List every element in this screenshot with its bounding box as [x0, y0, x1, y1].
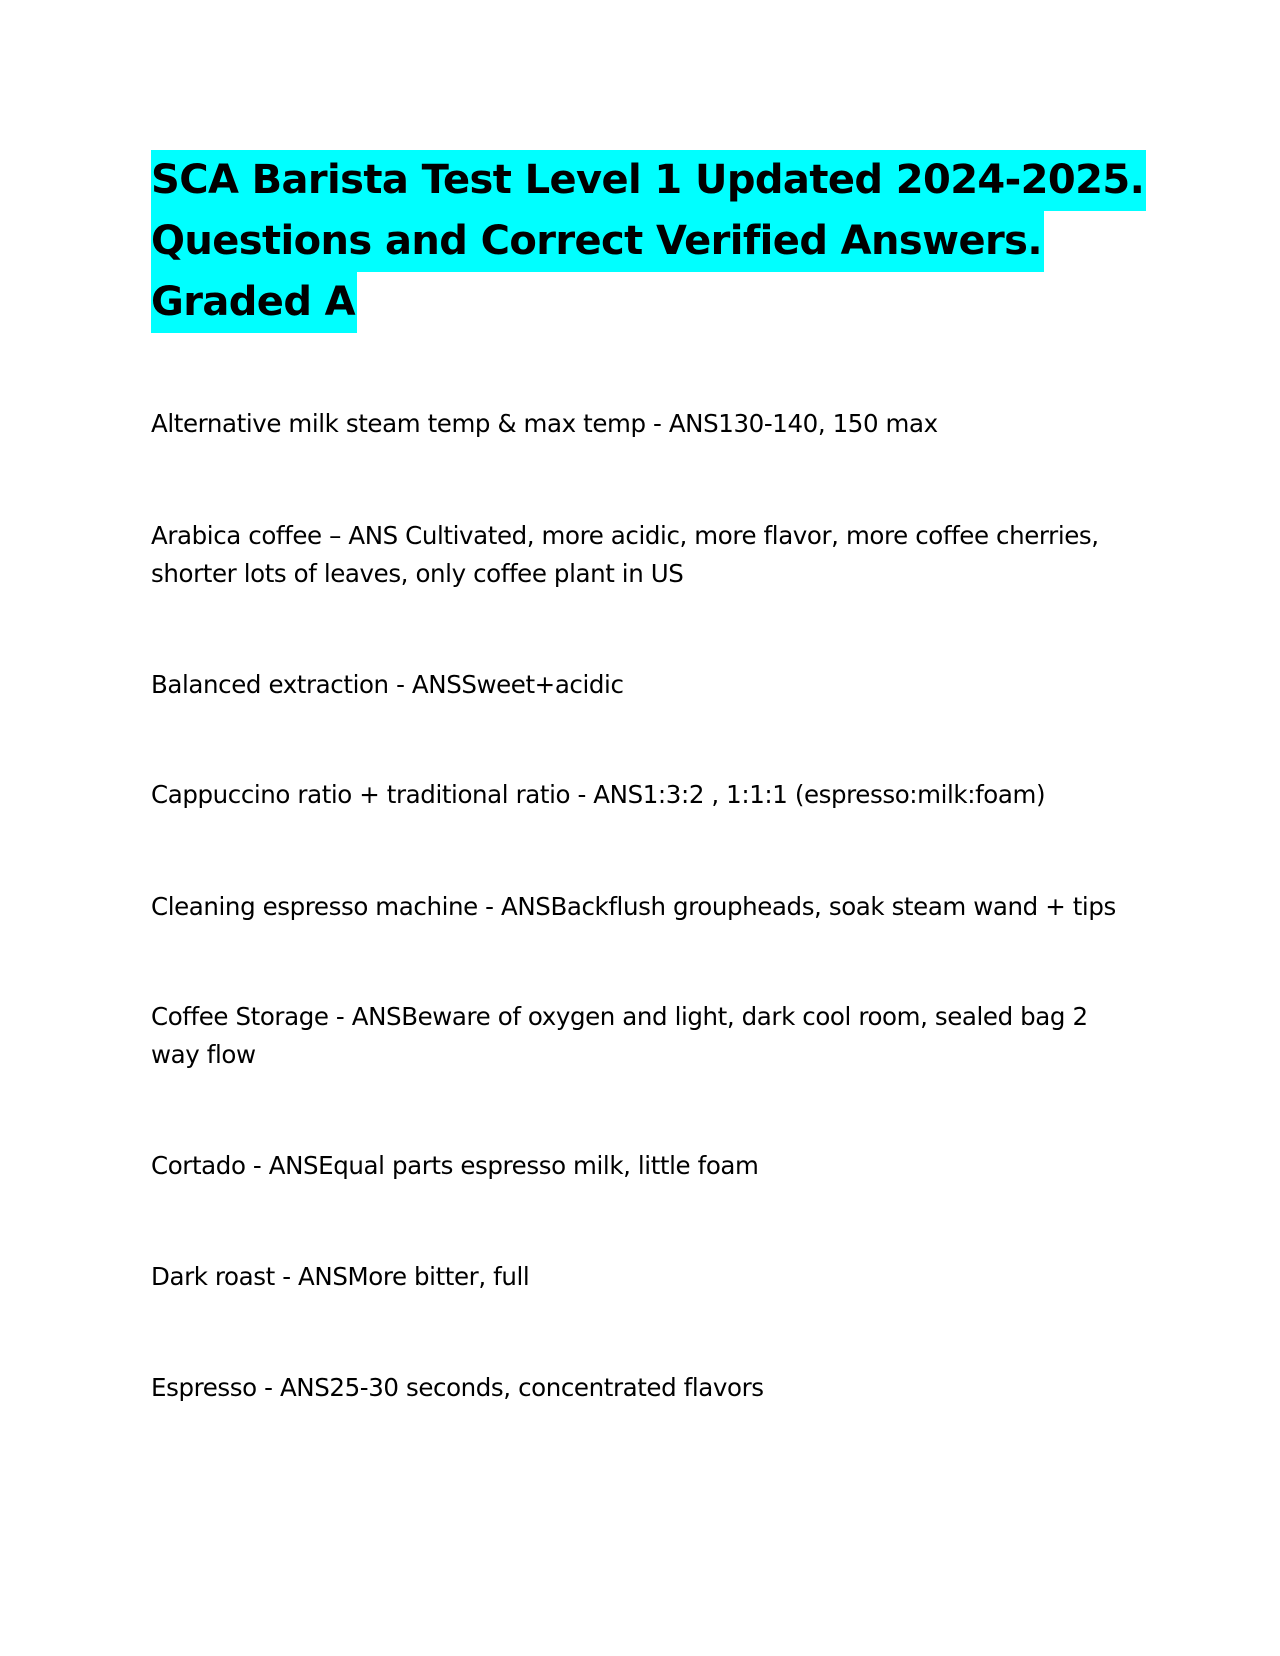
qa-item-dark-roast: Dark roast - ANSMore bitter, full [151, 1262, 530, 1291]
qa-item-coffee-storage: Coffee Storage - ANSBeware of oxygen and light, dark cool room, sealed bag 2 way flow [151, 1002, 1088, 1069]
document-title [151, 150, 1151, 333]
qa-item-cleaning-espresso: Cleaning espresso machine - ANSBackflush groupheads, soak steam wand + tips [151, 892, 1116, 921]
title-line-3: Graded A [151, 272, 357, 333]
qa-item-cortado: Cortado - ANSEqual parts espresso milk, little foam [151, 1151, 759, 1180]
qa-item-espresso: Espresso - ANS25-30 seconds, concentrated flavors [151, 1373, 764, 1402]
title-line-2: Questions and Correct Verified Answers. [151, 211, 1044, 272]
qa-item-arabica: Arabica coffee – ANS Cultivated, more acidic, more flavor, more coffee cherries, shorter lots of leaves, only coffee plant in US [151, 521, 1099, 588]
qa-item-balanced-extraction: Balanced extraction - ANSSweet+acidic [151, 670, 624, 699]
qa-item-cappuccino-ratio: Cappuccino ratio + traditional ratio - ANS1:3:2 , 1:1:1 (espresso:milk:foam) [151, 780, 1046, 809]
title-line-1: SCA Barista Test Level 1 Updated 2024-2025. [151, 150, 1146, 211]
qa-item-alternative-milk: Alternative milk steam temp & max temp - ANS130-140, 150 max [151, 409, 938, 438]
